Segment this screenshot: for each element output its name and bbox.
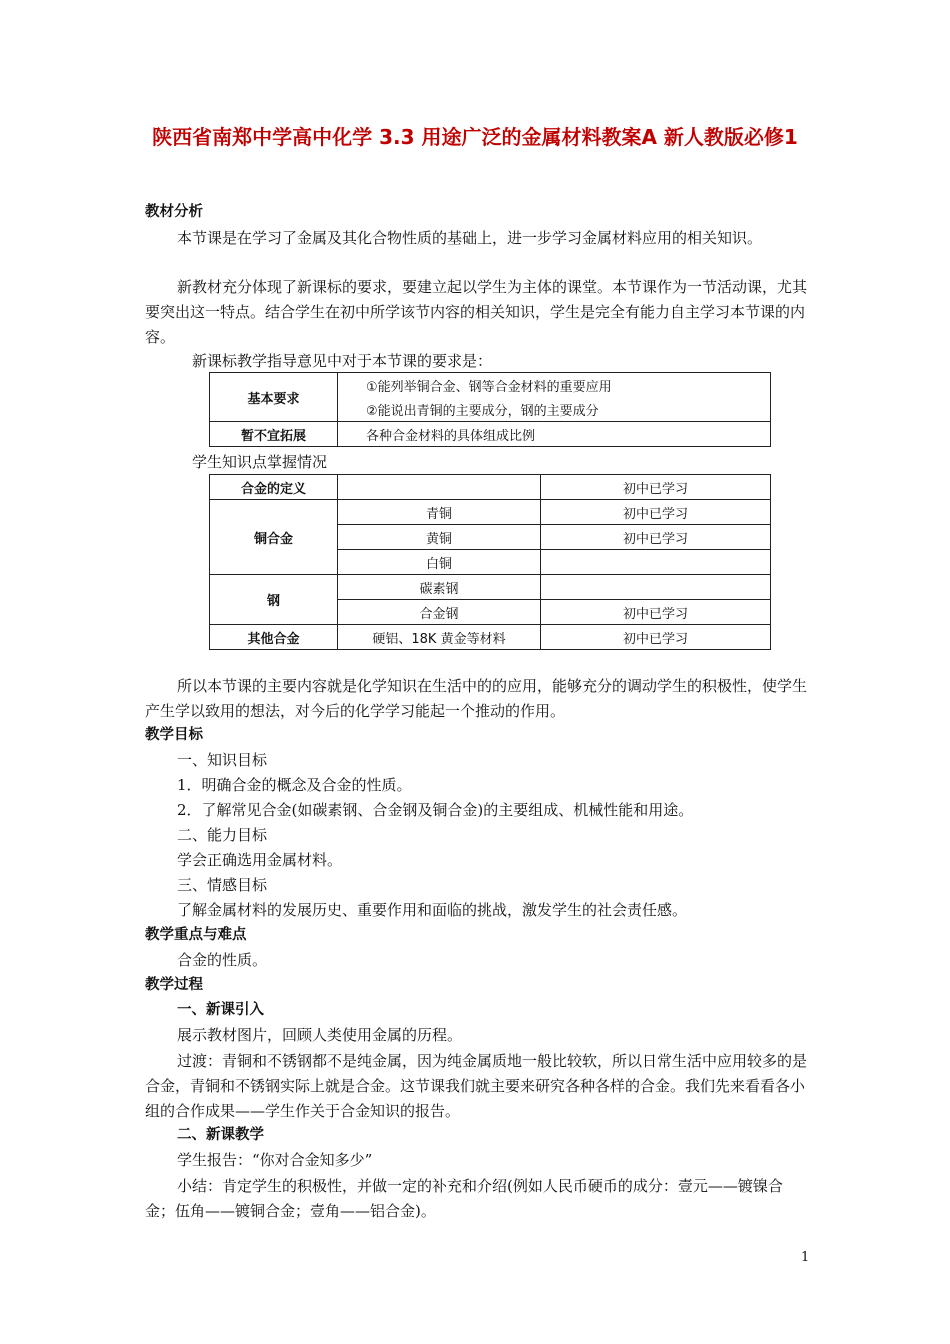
step-intro-paragraph-1: 展示教材图片，回顾人类使用金属的历程。 [177, 1026, 463, 1044]
table-cell-requirement-2: ②能说出青铜的主要成分，钢的主要成分 [338, 397, 771, 422]
table-cell-white-copper: 白铜 [338, 550, 541, 575]
table-cell-other-alloys: 其他合金 [210, 625, 338, 650]
knowledge-caption: 学生知识点掌握情况 [192, 453, 328, 471]
goal-knowledge: 一、知识目标 [177, 751, 268, 769]
table-cell-copper-alloy: 铜合金 [210, 500, 338, 575]
step-intro-heading: 一、新课引入 [177, 1002, 264, 1018]
table-cell-other-items: 硬铝、18K 黄金等材料 [338, 625, 541, 650]
table-cell-empty [541, 550, 771, 575]
table-cell-brass: 黄铜 [338, 525, 541, 550]
table-cell-not-extend: 暂不宜拓展 [210, 422, 338, 447]
table-cell-bronze: 青铜 [338, 500, 541, 525]
table-cell-requirement-1: ①能列举铜合金、钢等合金材料的重要应用 [338, 373, 771, 398]
goal-emotion-text: 了解金属材料的发展历史、重要作用和面临的挑战，激发学生的社会责任感。 [177, 901, 688, 919]
step-intro-paragraph-2: 过渡：青铜和不锈钢都不是纯金属，因为纯金属质地一般比较软，所以日常生活中应用较多的是合金，青铜和不锈钢实际上就是合金。这节课我们就主要来研究各种各样的合金。我们先来看看各小组的合作成果——学生作关于合金知识的报告。 [145, 1052, 808, 1120]
goal-ability-text: 学会正确选用金属材料。 [177, 851, 343, 869]
table-cell-empty [541, 575, 771, 600]
analysis-heading: 教材分析 [145, 204, 203, 220]
analysis-paragraph-3: 所以本节课的主要内容就是化学知识在生活中的的应用，能够充分的调动学生的积极性，使学生产生学以致用的想法，对今后的化学学习能起一个推动的作用。 [145, 677, 808, 720]
goal-ability: 二、能力目标 [177, 826, 268, 844]
goal-knowledge-item-1: 1．明确合金的概念及合金的性质。 [177, 776, 412, 794]
table-cell-carbon-steel: 碳素钢 [338, 575, 541, 600]
goal-knowledge-item-2: 2．了解常见合金(如碳素钢、合金钢及铜合金)的主要组成、机械性能和用途。 [177, 801, 694, 819]
requirements-caption: 新课标教学指导意见中对于本节课的要求是： [192, 352, 493, 370]
analysis-paragraph-2: 新教材充分体现了新课标的要求，要建立起以学生为主体的课堂。本节课作为一节活动课，尤其要突出这一特点。结合学生在初中所学该节内容的相关知识，学生是完全有能力自主学习本节课的内容。 [145, 278, 808, 346]
table-cell-status: 初中已学习 [541, 525, 771, 550]
goal-emotion: 三、情感目标 [177, 876, 268, 894]
knowledge-table [209, 474, 771, 650]
table-cell-status: 初中已学习 [541, 500, 771, 525]
table-cell-status: 初中已学习 [541, 625, 771, 650]
table-cell-empty [338, 475, 541, 500]
table-cell-basic-requirements: 基本要求 [210, 373, 338, 422]
table-cell-alloy-steel: 合金钢 [338, 600, 541, 625]
key-points-text: 合金的性质。 [177, 951, 268, 969]
table-cell-alloy-definition: 合金的定义 [210, 475, 338, 500]
key-points-heading: 教学重点与难点 [145, 927, 247, 943]
table-cell-status: 初中已学习 [541, 475, 771, 500]
analysis-paragraph-1: 本节课是在学习了金属及其化合物性质的基础上，进一步学习金属材料应用的相关知识。 [177, 229, 763, 247]
document-title: 陕西省南郑中学高中化学 3.3 用途广泛的金属材料教案A 新人教版必修1 [152, 125, 798, 149]
requirements-table [209, 372, 771, 447]
table-cell-steel: 钢 [210, 575, 338, 625]
step-teaching-paragraph-1: 学生报告：“你对合金知多少” [177, 1151, 373, 1169]
goals-heading: 教学目标 [145, 727, 203, 743]
step-teaching-paragraph-2: 小结：肯定学生的积极性，并做一定的补充和介绍(例如人民币硬币的成分：壹元——镀镍合金；伍角——镀铜合金；壹角——铝合金)。 [145, 1177, 783, 1220]
table-cell-status: 初中已学习 [541, 600, 771, 625]
process-heading: 教学过程 [145, 977, 203, 993]
page-number: 1 [801, 1250, 810, 1265]
table-cell-not-extend-value: 各种合金材料的具体组成比例 [338, 422, 771, 447]
step-teaching-heading: 二、新课教学 [177, 1127, 264, 1143]
